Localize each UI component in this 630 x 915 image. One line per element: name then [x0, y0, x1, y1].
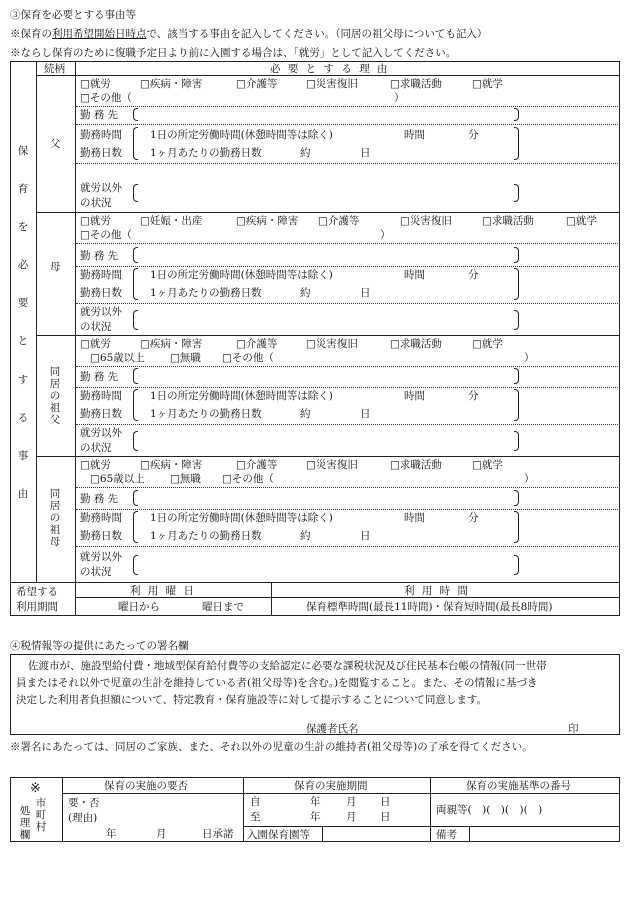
grandmother-hours-label: 勤務時間 — [80, 512, 122, 524]
grandmother-opt-jobseek[interactable]: □求職活動 — [390, 459, 442, 471]
mother-days-unit: 日 — [360, 287, 371, 299]
grandmother-opt-illness[interactable]: □疾病・障害 — [140, 459, 203, 471]
office-mark: ※ — [30, 781, 41, 796]
grandfather-opt-study[interactable]: □就学 — [472, 338, 503, 350]
grandmother-opt-other[interactable]: □その他（ — [222, 473, 274, 485]
office-to-month: 月 — [346, 811, 357, 823]
section3-note1-underline: 利用希望開始日時点 — [52, 28, 147, 40]
grandmother-opt-unemployed[interactable]: □無職 — [170, 473, 201, 485]
grandfather-days-approx: 約 — [300, 408, 311, 420]
father-days-unit: 日 — [360, 147, 371, 159]
section3-note1-prefix: ※保育の — [10, 28, 52, 40]
consent-body-1: 佐渡市が、施設型給付費・地域型保育給付費等の支給認定に必要な課税状況及び住民基本台帳の情報(同一世帯 — [28, 660, 547, 672]
father-opt-work[interactable]: □就労 — [80, 78, 111, 90]
mother-hours-unit1: 時間 — [404, 269, 425, 281]
grandmother-days-approx: 約 — [300, 530, 311, 542]
father-days-approx: 約 — [300, 147, 311, 159]
grandfather-nonwork-2: の状況 — [80, 442, 112, 454]
grandfather-opt-jobseek[interactable]: □求職活動 — [390, 338, 442, 350]
father-days-text: 1ヶ月あたりの勤務日数 — [150, 147, 262, 159]
grandfather-opt-work[interactable]: □就労 — [80, 338, 111, 350]
mother-label: 母 — [50, 261, 61, 273]
grandmother-nonwork-2: の状況 — [80, 566, 112, 578]
father-opt-illness[interactable]: □疾病・障害 — [140, 78, 203, 90]
grandfather-hours-unit1: 時間 — [404, 390, 425, 402]
mother-opt-jobseek[interactable]: □求職活動 — [482, 215, 534, 227]
grandmother-other-close: ） — [524, 473, 535, 485]
grandmother-days-text: 1ヶ月あたりの勤務日数 — [150, 530, 262, 542]
grandfather-days-unit: 日 — [360, 408, 371, 420]
mother-nonwork-1: 就労以外 — [80, 306, 122, 318]
office-side-b: 処 理 欄 — [19, 804, 31, 842]
father-other-close: ） — [394, 92, 405, 104]
grandfather-opt-65[interactable]: □65歳以上 — [90, 352, 145, 364]
consent-body-2: 員またはそれ以外で児童の生計を維持している者(祖父母等)を含む。)を閲覧すること。また、その情報に基づき — [16, 677, 538, 689]
section4-title: ④税情報等の提供にあたっての署名欄 — [10, 640, 189, 652]
mother-hours-text: 1日の所定労働時間(休憩時間等は除く) — [150, 269, 333, 281]
father-hours-text: 1日の所定労働時間(休憩時間等は除く) — [150, 129, 333, 141]
office-yes-no[interactable]: 要・否 — [68, 797, 100, 809]
father-opt-disaster[interactable]: □災害復旧 — [306, 78, 358, 90]
father-days-label: 勤務日数 — [80, 147, 122, 159]
guardian-name-label: 保護者氏名 — [306, 723, 359, 735]
office-to-day: 日 — [380, 811, 391, 823]
grandfather-hours-unit2: 分 — [468, 390, 479, 402]
grandfather-days-text: 1ヶ月あたりの勤務日数 — [150, 408, 262, 420]
mother-hours-label: 勤務時間 — [80, 269, 122, 281]
office-from: 自 — [250, 796, 261, 808]
grandmother-workplace-label: 勤 務 先 — [80, 493, 119, 505]
mother-opt-work[interactable]: □就労 — [80, 215, 111, 227]
mother-opt-study[interactable]: □就学 — [566, 215, 597, 227]
grandfather-nonwork-1: 就労以外 — [80, 427, 122, 439]
grandfather-opt-illness[interactable]: □疾病・障害 — [140, 338, 203, 350]
mother-opt-illness[interactable]: □疾病・障害 — [236, 215, 299, 227]
grandmother-nonwork-1: 就労以外 — [80, 551, 122, 563]
col-reason-header: 必 要 と す る 理 由 — [270, 63, 390, 75]
office-to: 至 — [250, 811, 261, 823]
office-from-day: 日 — [380, 796, 391, 808]
mother-opt-other[interactable]: □その他（ — [80, 229, 132, 241]
grandmother-days-label: 勤務日数 — [80, 530, 122, 542]
father-workplace-label: 勤 務 先 — [80, 109, 119, 121]
period-days-header: 利 用 曜 日 — [130, 585, 197, 597]
office-month: 月 — [156, 828, 167, 840]
mother-opt-care[interactable]: □介護等 — [318, 215, 360, 227]
section3-note2: ※ならし保育のために復職予定日より前に入園する場合は、「就労」として記入してください。 — [10, 47, 457, 59]
father-opt-other[interactable]: □その他（ — [80, 92, 132, 104]
section3-title: ③保育を必要とする事由等 — [10, 9, 136, 21]
grandmother-opt-study[interactable]: □就学 — [472, 459, 503, 471]
grandfather-hours-label: 勤務時間 — [80, 390, 122, 402]
grandfather-opt-other[interactable]: □その他（ — [222, 352, 274, 364]
grandmother-label: 同 居 の 祖 母 — [49, 487, 61, 549]
father-nonwork-1: 就労以外 — [80, 182, 122, 194]
mother-days-text: 1ヶ月あたりの勤務日数 — [150, 287, 262, 299]
mother-days-approx: 約 — [300, 287, 311, 299]
office-col3-header: 保育の実施基準の番号 — [466, 780, 571, 792]
father-opt-care[interactable]: □介護等 — [236, 78, 278, 90]
office-year: 年 — [106, 828, 117, 840]
office-col1-header: 保育の実施の要否 — [104, 780, 188, 792]
section3-note1 — [10, 29, 487, 40]
guardian-seal: 印 — [568, 723, 579, 735]
grandmother-days-unit: 日 — [360, 530, 371, 542]
consent-body-3: 決定した利用者負担額について、特定教育・保育施設等に対して提示することについて同意します。 — [16, 694, 488, 706]
mother-opt-pregnancy[interactable]: □妊娠・出産 — [140, 215, 203, 227]
father-opt-study[interactable]: □就学 — [472, 78, 503, 90]
mother-opt-disaster[interactable]: □災害復旧 — [400, 215, 452, 227]
office-from-year: 年 — [310, 796, 321, 808]
side-label: 保 育 を 必 要 と す る 事 由 — [17, 145, 29, 500]
grandmother-opt-disaster[interactable]: □災害復旧 — [306, 459, 358, 471]
office-parents[interactable]: 両親等( )( )( )( ) — [436, 804, 543, 816]
grandfather-opt-unemployed[interactable]: □無職 — [170, 352, 201, 364]
section3-note1-suffix: で、該当する事由を記入してください。（同居の祖父母についても記入） — [146, 28, 488, 40]
period-label-1: 希望する — [16, 586, 58, 598]
grandmother-hours-unit1: 時間 — [404, 512, 425, 524]
mother-days-label: 勤務日数 — [80, 287, 122, 299]
father-hours-unit1: 時間 — [404, 129, 425, 141]
grandfather-days-label: 勤務日数 — [80, 408, 122, 420]
period-from[interactable]: 曜日から — [118, 601, 160, 613]
grandfather-opt-disaster[interactable]: □災害復旧 — [306, 338, 358, 350]
grandfather-label: 同 居 の 祖 父 — [49, 365, 61, 427]
grandfather-hours-text: 1日の所定労働時間(休憩時間等は除く) — [150, 390, 333, 402]
grandmother-hours-text: 1日の所定労働時間(休憩時間等は除く) — [150, 512, 333, 524]
section4-note: ※署名にあたっては、同居のご家族、また、それ以外の児童の生計の維持者(祖父母等)の了承を得てください。 — [10, 741, 533, 753]
mother-nonwork-2: の状況 — [80, 321, 112, 333]
office-to-year: 年 — [310, 811, 321, 823]
mother-hours-unit2: 分 — [468, 269, 479, 281]
office-from-month: 月 — [346, 796, 357, 808]
father-hours-unit2: 分 — [468, 129, 479, 141]
grandmother-opt-care[interactable]: □介護等 — [236, 459, 278, 471]
office-side-a: 市 町 村 — [35, 796, 47, 834]
father-label: 父 — [50, 138, 61, 150]
father-hours-label: 勤務時間 — [80, 129, 122, 141]
office-reason: (理由) — [68, 812, 98, 824]
period-to[interactable]: 曜日まで — [202, 601, 244, 613]
father-nonwork-2: の状況 — [80, 197, 112, 209]
mother-workplace-label: 勤 務 先 — [80, 250, 119, 262]
office-nursery-label: 入園保育園等 — [247, 829, 310, 841]
mother-other-close: ） — [380, 229, 391, 241]
period-label-2: 利用期間 — [16, 601, 58, 613]
grandmother-opt-work[interactable]: □就労 — [80, 459, 111, 471]
grandfather-other-close: ） — [524, 352, 535, 364]
office-day-approve: 日承諾 — [202, 828, 234, 840]
col-relation-header: 続柄 — [44, 63, 65, 75]
period-hours-header: 利 用 時 間 — [404, 585, 471, 597]
grandmother-opt-65[interactable]: □65歳以上 — [90, 473, 145, 485]
grandfather-workplace-label: 勤 務 先 — [80, 371, 119, 383]
office-col2-header: 保育の実施期間 — [294, 780, 368, 792]
grandfather-opt-care[interactable]: □介護等 — [236, 338, 278, 350]
father-opt-jobseek[interactable]: □求職活動 — [390, 78, 442, 90]
grandmother-hours-unit2: 分 — [468, 512, 479, 524]
office-remarks-label: 備考 — [436, 829, 457, 841]
period-hours-value[interactable]: 保育標準時間(最長11時間)・保育短時間(最長8時間) — [306, 601, 553, 613]
